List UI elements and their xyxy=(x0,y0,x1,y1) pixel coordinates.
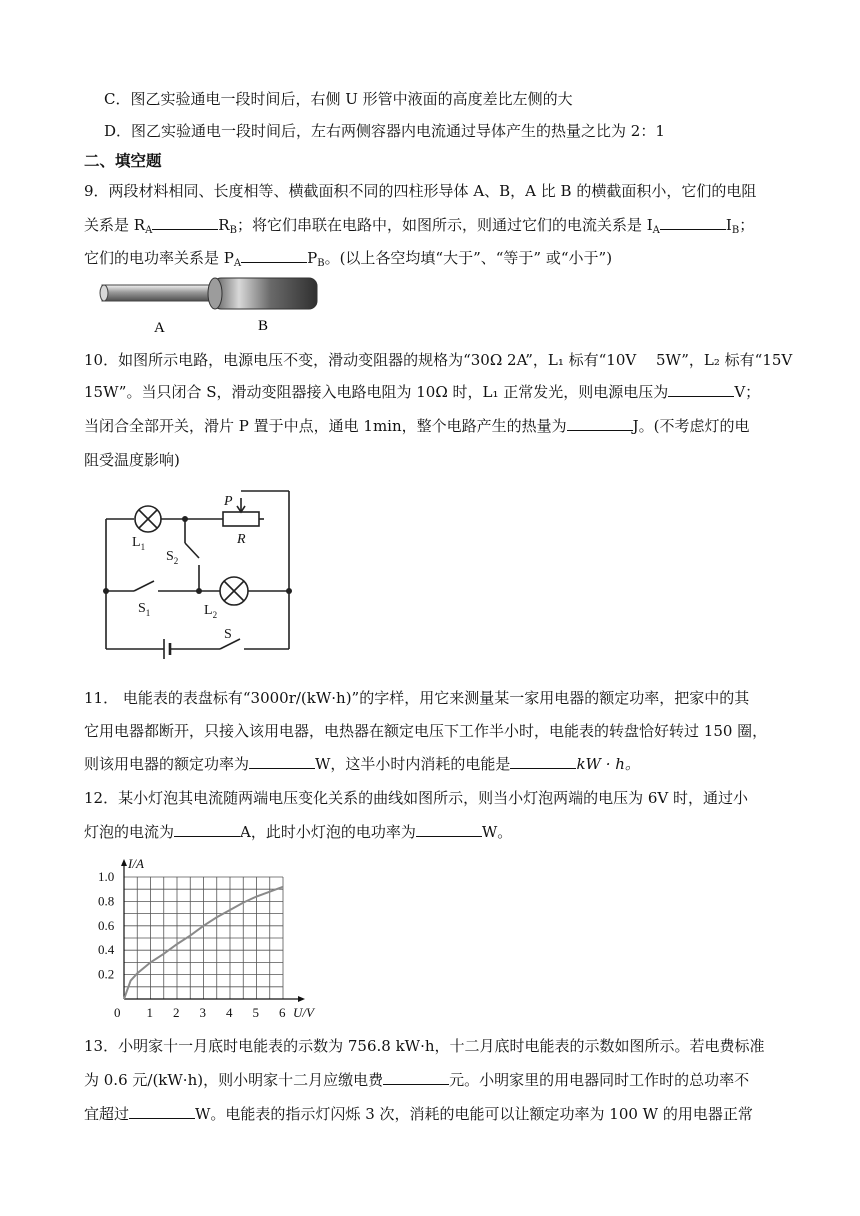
svg-text:P: P xyxy=(224,494,233,509)
q11-line3: 则该用电器的额定功率为 W，这半小时内消耗的电能是 kW · h。 xyxy=(84,755,640,773)
q12-line2: 灯泡的电流为 A，此时小灯泡的电功率为 W。 xyxy=(84,823,513,841)
q13-blank-2[interactable] xyxy=(129,1104,195,1119)
q12-line1: 12．某小灯泡其电流随两端电压变化关系的曲线如图所示，则当小灯泡两端的电压为 6V 时，通过小 xyxy=(84,789,749,807)
conductor-label-a: A xyxy=(154,320,165,336)
q10-blank-1[interactable] xyxy=(668,382,734,397)
q13-line3: 宜超过 W。电能表的指示灯闪烁 3 次，消耗的电能可以让额定功率为 100 W 的用电器正常 xyxy=(84,1105,753,1123)
y-tick-label: 1.0 xyxy=(98,869,115,884)
x-tick-label: 2 xyxy=(173,1005,180,1020)
svg-text:S2: $S_2$ xyxy=(166,549,179,566)
q11-blank-1[interactable] xyxy=(249,754,315,769)
x-tick-label: 5 xyxy=(252,1005,259,1020)
q9-line3: 它们的电功率关系是 $P_A$ $P_B$。(以上各空均填“大于”、“等于” 或“小于”) xyxy=(84,249,613,269)
option-c: C．图乙实验通电一段时间后，右侧 U 形管中液面的高度差比左侧的大 xyxy=(104,90,573,108)
q9-line2: 关系是 $R_A$ $R_B$；将它们串联在电路中，如图所示，则通过它们的电流关系是 $I_A$ $I_B$； xyxy=(84,216,755,236)
q10-line4: 阻受温度影响) xyxy=(84,451,180,469)
y-tick-label: 0.8 xyxy=(98,893,115,909)
circuit-diagram xyxy=(96,486,306,664)
q9-blank-1[interactable] xyxy=(152,215,218,230)
y-axis-label: I/A xyxy=(128,856,144,871)
q9-line1: 9．两段材料相同、长度相等、横截面积不同的四柱形导体 A、B，A 比 B 的横截面积小，它们的电阻 xyxy=(84,182,757,200)
q10-blank-2[interactable] xyxy=(567,416,633,431)
y-tick-label: 0.6 xyxy=(98,917,115,933)
svg-text:S1: $S_1$ xyxy=(138,601,151,618)
iv-chart xyxy=(96,846,336,1026)
x-axis-label: U/V xyxy=(293,1005,314,1020)
x-tick-label: 0 xyxy=(114,1005,121,1020)
conductor-b xyxy=(213,278,317,309)
q11-line1: 11． 电能表的表盘标有“3000r/(kW·h)”的字样，用它来测量某一家用电器的额定功率，把家中的其 xyxy=(84,689,750,707)
option-d: D．图乙实验通电一段时间后，左右两侧容器内电流通过导体产生的热量之比为 2：1 xyxy=(104,122,665,140)
q10-line2: 15W”。当只闭合 S，滑动变阻器接入电路电阻为 10Ω 时，L₁ 正常发光，则电源电压为 V； xyxy=(84,383,761,401)
x-tick-label: 6 xyxy=(279,1005,286,1020)
svg-text:L1: $L_1$ xyxy=(132,535,146,552)
q10-line3: 当闭合全部开关，滑片 P 置于中点，通电 1min，整个电路产生的热量为 J。(不考虑灯的电 xyxy=(84,417,750,435)
x-tick-label: 4 xyxy=(226,1005,233,1020)
x-axis-arrow xyxy=(298,996,305,1002)
q12-blank-1[interactable] xyxy=(174,822,240,837)
conductor-a xyxy=(102,285,224,301)
q11-line2: 它用电器都断开，只接入该用电器，电热器在额定电压下工作半小时，电能表的转盘恰好转过 150 圈， xyxy=(84,722,768,740)
q11-blank-2[interactable] xyxy=(510,754,576,769)
y-tick-label: 0.2 xyxy=(98,966,115,982)
section-heading: 二、填空题 xyxy=(84,152,162,170)
q13-line2: 为 0.6 元/(kW·h)，则小明家十二月应缴电费 元。小明家里的用电器同时工作时的总功率不 xyxy=(84,1071,750,1089)
conductor-label-b: B xyxy=(258,318,269,334)
x-tick-label: 1 xyxy=(146,1005,153,1020)
rheostat-r xyxy=(223,512,259,526)
q9-blank-3[interactable] xyxy=(241,248,307,263)
q13-line1: 13．小明家十一月底时电能表的示数为 756.8 kW·h，十二月底时电能表的示数如图所示。若电费标准 xyxy=(84,1037,765,1055)
x-tick-label: 3 xyxy=(199,1005,206,1020)
q12-blank-2[interactable] xyxy=(416,822,482,837)
svg-text:L2: $L_2$ xyxy=(204,603,218,620)
svg-text:R: R xyxy=(237,532,246,547)
svg-text:S: S xyxy=(224,627,232,642)
conductor-figure xyxy=(98,272,338,338)
q10-line1: 10．如图所示电路，电源电压不变，滑动变阻器的规格为“30Ω 2A”，L₁ 标有“10V 5W”，L₂ 标有“15V xyxy=(84,351,793,369)
q9-blank-2[interactable] xyxy=(660,215,726,230)
y-axis-arrow xyxy=(121,859,127,866)
y-tick-label: 0.4 xyxy=(98,942,115,958)
q13-blank-1[interactable] xyxy=(383,1070,449,1085)
